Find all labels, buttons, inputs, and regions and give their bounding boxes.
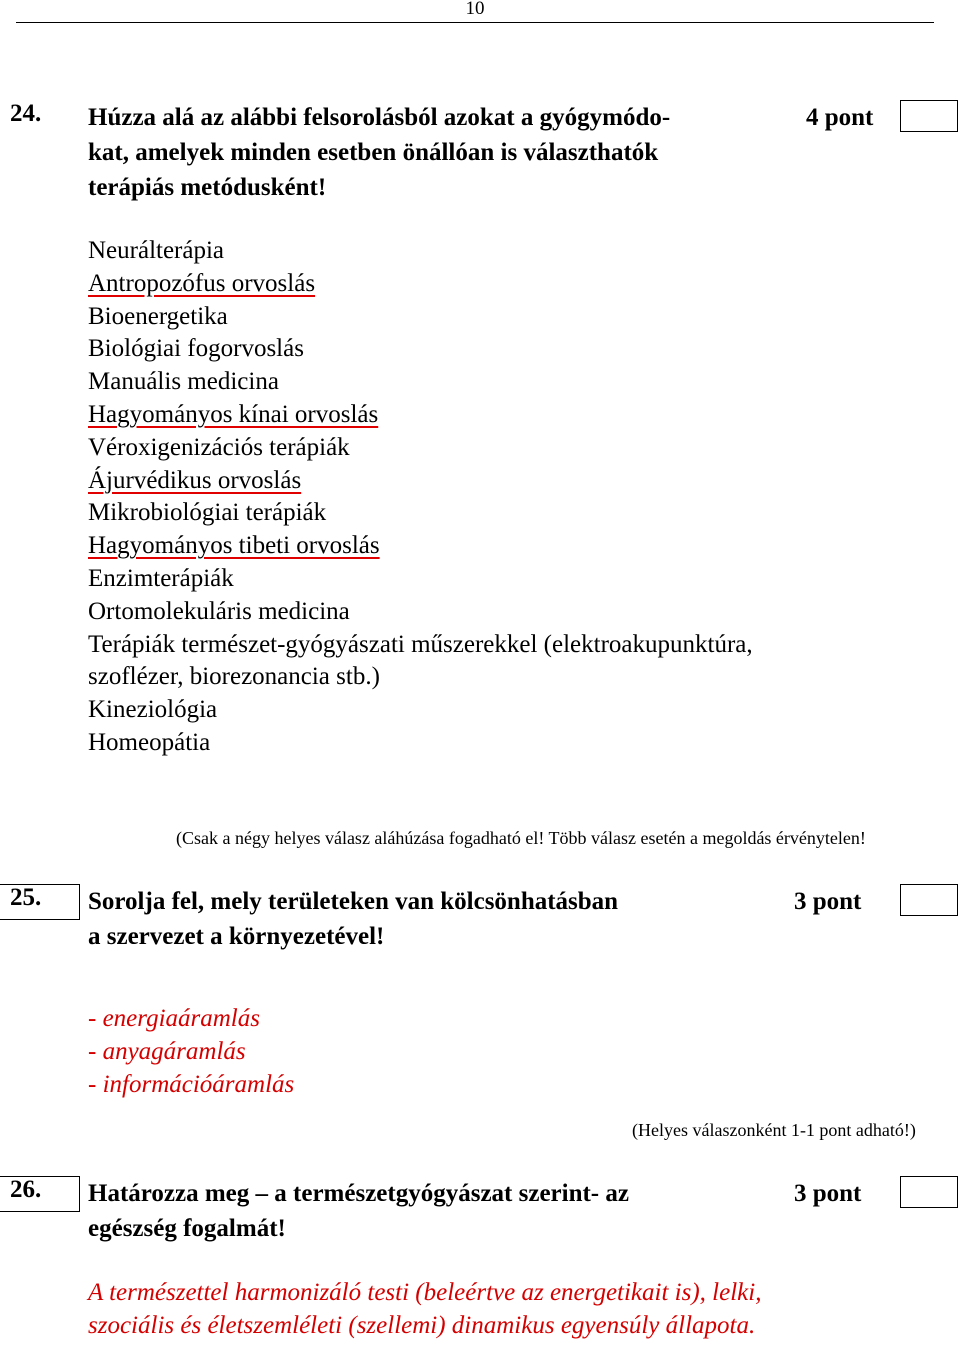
list-item[interactable]: Kineziológia [88,696,218,724]
answer-line: - információáramlás [88,1071,295,1098]
answer-line: A természettel harmonizáló testi (beleértve az energetikait is), lelki, [88,1279,762,1306]
list-item-underlined[interactable]: Antropozófus orvoslás [88,269,316,297]
q24-prompt-line: kat, amelyek minden esetben önállóan is választhatók [88,139,659,166]
q26-answer [88,1276,761,1342]
list-item[interactable]: Terápiák természet-gyógyászati műszerekkel (elektroakupunktúra, [88,630,753,658]
list-item[interactable]: Véroxigenizációs terápiák [88,433,350,461]
q26-number: 26. [10,1176,42,1203]
q24-score-box[interactable] [900,100,958,132]
header-rule [16,22,934,23]
q26-score-box[interactable] [900,1176,958,1208]
q25-number: 25. [10,884,42,911]
answer-line: - energiaáramlás [88,1005,260,1032]
list-item[interactable]: Biológiai fogorvoslás [88,335,304,363]
answer-line: - anyagáramlás [88,1038,246,1065]
q25-prompt-line: a szervezet a környezetével! [88,923,385,950]
q25-prompt-line: Sorolja fel, mely területeken van kölcsönhatásban [88,888,619,915]
list-item[interactable]: Homeopátia [88,728,211,756]
q24-prompt [88,100,670,205]
q25-answers [88,1002,294,1101]
list-item-underlined[interactable]: Hagyományos kínai orvoslás [88,400,379,428]
list-item-underlined[interactable]: Ájurvédikus orvoslás [88,466,302,494]
page-number: 10 [465,0,485,19]
list-item[interactable]: Bioenergetika [88,302,228,330]
q25-prompt [88,884,618,954]
q26-prompt-line: egészség fogalmát! [88,1215,286,1242]
q25-scoring-note: (Helyes válaszonként 1-1 pont adható!) [632,1120,916,1140]
list-item[interactable]: Manuális medicina [88,368,279,396]
q26-prompt-line: Határozza meg – a természetgyógyászat szerint- az [88,1180,629,1207]
q26-prompt [88,1176,629,1246]
q24-prompt-line: Húzza alá az alábbi felsorolásból azokat a gyógymódo- [88,104,671,131]
list-item[interactable]: Mikrobiológiai terápiák [88,499,327,527]
q24-points: 4 pont [806,104,874,131]
q25-points: 3 pont [794,888,862,915]
list-item[interactable]: Enzimterápiák [88,564,234,592]
list-item[interactable]: szoflézer, biorezonancia stb.) [88,663,380,691]
q24-number: 24. [10,100,42,127]
q24-prompt-line: terápiás metódusként! [88,174,327,201]
list-item-underlined[interactable]: Hagyományos tibeti orvoslás [88,532,380,560]
q24-options-list [88,235,753,760]
q25-score-box[interactable] [900,884,958,916]
list-item[interactable]: Neurálterápia [88,237,225,264]
q24-scoring-note: (Csak a négy helyes válasz aláhúzása fogadható el! Több válasz esetén a megoldás érvénytelen! [176,828,866,848]
answer-line: szociális és életszemléleti (szellemi) dinamikus egyensúly állapota. [88,1312,756,1339]
list-item[interactable]: Ortomolekuláris medicina [88,597,350,625]
q26-points: 3 pont [794,1180,862,1207]
